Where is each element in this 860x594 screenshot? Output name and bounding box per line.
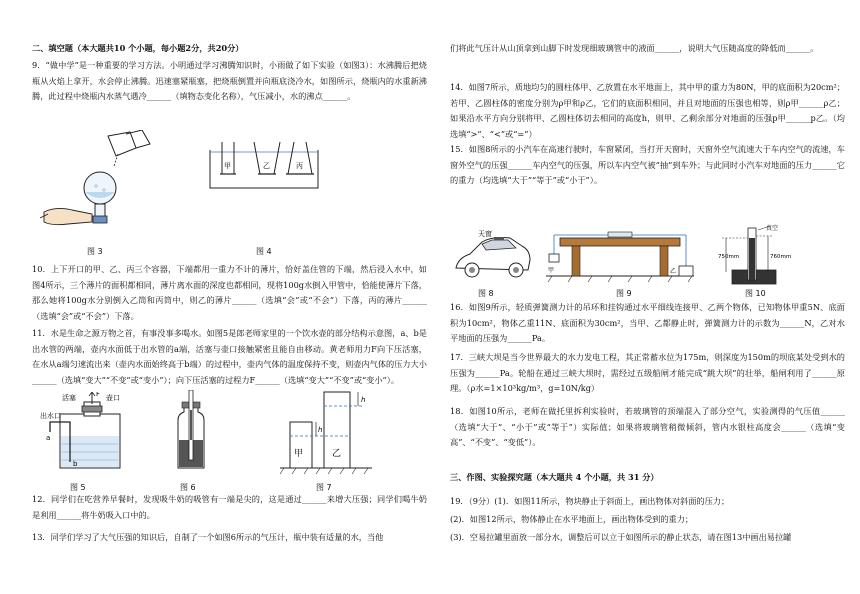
fig8-label-sunroof: 天窗 [478, 230, 492, 238]
figure-10-caption: 图 10 [745, 289, 766, 298]
figure-6-caption: 图 6 [180, 483, 196, 492]
fig5-label-force: F [96, 392, 101, 398]
question-18: 18．如图10所示，老师在做托里拆利实验时，若玻璃管的顶端混入了部分空气，实验测得的气压值______（选填“大于”、“小于”或“等于”）实际值；如果将玻璃管稍微倾斜，管内水银柱高度会______（选填“变高”、“不变”、“变低”）。 [450, 406, 845, 448]
question-14: 14．如图7所示，质地均匀的圆柱体甲、乙放置在水平地面上，其中甲的重力为80N，甲的底面积为20cm²；若甲、乙圆柱体的密度分别为ρ甲和ρ乙，它们的底面积相同，并且对地面的压强也相等，则ρ甲______ρ乙；如果沿水平方向分别将甲、乙圆柱体切去相同的高度h，则甲、乙剩余部分对地面的压强p甲______p乙。（均选填“>”、“<”或“=”） [450, 82, 845, 139]
figure-3-caption: 图 3 [87, 247, 103, 256]
question-17: 17．三峡大坝是当今世界最大的水力发电工程，其正常蓄水位为175m，则深度为150m的坝底某处受到水的压强为______Pa。轮船在通过三峡大坝时，需经过五级船闸才能完成“跳大坝”的壮举，船闸利用了______原理。（ρ水=1×10³kg/m³，g=10N/kg） [450, 352, 845, 394]
figure-3-flask-experiment [38, 130, 158, 238]
figure-9-spring-scale-table [546, 226, 696, 286]
question-19-part-3: (3)．空易拉罐里面放一部分水，调整后可以立于如图所示的静止状态，请在图13中画出易拉罐 [450, 532, 792, 542]
fig5-label-b: b [73, 460, 78, 468]
fig5-label-lid: 壶口 [106, 394, 120, 402]
figure-8-caption: 图 8 [478, 289, 494, 298]
fig5-label-outlet: 出水口 [40, 412, 61, 420]
question-19-part-2: (2)．如图12所示，物体静止在水平地面上，画出物体受到的重力； [450, 514, 694, 524]
fig7-label-h-right: h [361, 396, 366, 404]
question-15: 15．如图8所示的小汽车在高速行驶时，车窗紧闭，当打开天窗时，天窗外空气流速大于车内空气的流速，车窗外空气的压强______车内空气的压强，所以车内空气被“抽”到车外；与此同时小汽车对地面的压力______它的重力（均选填“大于”“等于”或“小于”）。 [450, 144, 845, 186]
figure-10-torricelli [718, 224, 798, 288]
question-16: 16．如图9所示，轻质弹簧测力计的吊环和挂钩通过水平细线连接甲、乙两个物体，已知物体甲重5N、底面积为10cm²，物体乙重11N、底面积为30cm²，当甲、乙都静止时，弹簧测力计的示数为______N，乙对水平地面的压强为______Pa。 [450, 302, 845, 344]
question-10: 10．上下开口的甲、乙、丙三个容器，下端都用一重力不计的薄片，恰好盖住管的下端，然后浸入水中，如图4所示，三个薄片的面积都相同，薄片离水面的深度也都相同，现将100g水倒入甲管中，恰能使薄片下落，那么她将100g水分别倒入乙筒和丙筒中，则乙的薄片______（选填“会”或“不会”）下落，丙的薄片______（选填“会”或“不会”）下落。 [32, 264, 427, 321]
question-13-continued: 们将此气压计从山顶拿到山脚下时发现细玻璃管中的液面______，说明大气压随高度的降低而______。 [450, 43, 819, 53]
figure-9-caption: 图 9 [616, 289, 632, 298]
question-12: 12．同学们在吃营养早餐时，发现吸牛奶的吸管有一端是尖的，这是通过______来增大压强；同学们喝牛奶是利用______将牛奶吸入口中的。 [32, 494, 427, 520]
question-19-part-1: 19．（9分）(1)．如图11所示，物块静止于斜面上，画出物体对斜面的压力； [450, 496, 730, 506]
fig4-label-bing: 丙 [296, 162, 303, 170]
fig10-label-760mm: 760mm [770, 254, 792, 260]
fig10-label-vacuum: 真空 [766, 225, 779, 232]
fig5-label-a: a [46, 434, 51, 442]
fig9-label-jia: 甲 [548, 267, 555, 274]
fig4-label-jia: 甲 [224, 162, 231, 170]
section-heading-drawing-experiment: 三、作图、实验探究题（本大题共 4 个小题，共 31 分） [450, 472, 659, 482]
question-11: 11．水是生命之源万物之首，有事没事多喝水。如图5是郎老师家里的一个饮水壶的部分结构示意图，a、b是出水管的两端，壶内水面低于出水管的a端，活塞与壶口接触紧密且能自由移动。黄老师用力F向下压活塞，在水从a端匀速流出来（壶内水面始终高于b端）的过程中，壶内气体的温度保持不变，则壶内气体的压力大小______（选填“变大”“不变”或“变小”）；向下压活塞的过程力F______（选填“变大”“不变”或“变小”）。 [32, 328, 427, 385]
figure-7-caption: 图 7 [316, 483, 332, 492]
figure-6-homemade-barometer [170, 390, 210, 472]
question-13: 13．同学们学习了大气压强的知识后，自制了一个如图6所示的气压计，瓶中装有适量的水，当他 [32, 532, 384, 542]
figure-5-caption: 图 5 [70, 483, 86, 492]
figure-4-caption: 图 4 [256, 247, 272, 256]
fig7-label-yi: 乙 [332, 449, 342, 459]
fig10-label-750mm: 750mm [718, 254, 740, 260]
figure-5-water-kettle [40, 392, 136, 472]
fig4-label-yi: 乙 [263, 162, 270, 170]
fig7-label-jia: 甲 [294, 449, 304, 459]
figure-7-cylinders [280, 384, 380, 476]
fig7-label-h-left: h [318, 426, 323, 434]
figure-8-car-sunroof [452, 228, 532, 284]
fig5-label-piston: 活塞 [62, 394, 76, 402]
fig9-label-yi: 乙 [670, 268, 677, 275]
figure-4-three-containers [208, 140, 320, 190]
section-heading-fill-blank: 二、填空题（本大题共10 个小题，每小题2分，共20分） [32, 43, 244, 53]
question-9: 9．“做中学”是一种重要的学习方法。小明通过学习沸腾知识时，小雨做了如下实验（如图3）：水沸腾后把烧瓶从火焰上拿开，水会停止沸腾。迅速塞紧瓶塞，把烧瓶倒置并向瓶底浇冷水，如图所示，烧瓶内的水重新沸腾，此过程中烧瓶内水蒸气遇冷______（填物态变化名称），气压减小，水的沸点______。 [32, 60, 427, 102]
